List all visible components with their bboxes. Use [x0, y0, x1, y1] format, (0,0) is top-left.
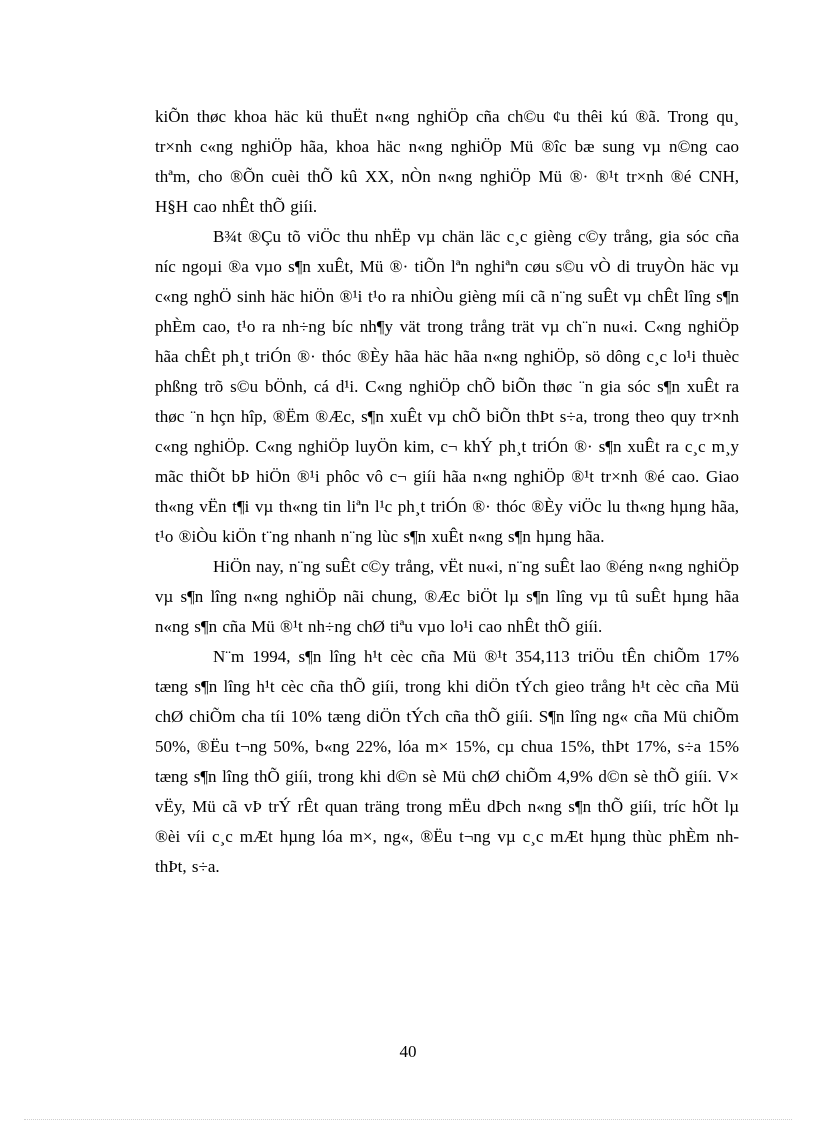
paragraph-continuation: kiÕn thøc khoa häc kü thuËt n«ng nghiÖp cña ch©u ¢u thêi kú ®ã. Trong qu¸ tr×nh c«ng nghiÖp hãa, khoa häc n«ng nghiÖp Mü ®îc bæ sung vµ n©ng cao thªm, cho ®Õn cuèi thÕ kû XX, nÒn n«ng nghiÖp Mü ®· ®¹t tr×nh ®é CNH, H§H cao nhÊt thÕ giíi.: [155, 107, 739, 216]
paragraph: HiÖn nay, n¨ng suÊt c©y trång, vËt nu«i, n¨ng suÊt lao ®éng n«ng nghiÖp vµ s¶n lîng n«ng nghiÖp nãi chung, ®Æc biÖt lµ s¶n lîng vµ tû suÊt hµng hãa n«ng s¶n cña Mü ®¹t nh÷ng chØ tiªu vµo lo¹i cao nhÊt thÕ giíi.: [155, 557, 739, 636]
paragraph: N¨m 1994, s¶n lîng h¹t cèc cña Mü ®¹t 354,113 triÖu tÊn chiÕm 17% tæng s¶n lîng h¹t cèc cña thÕ giíi, trong khi diÖn tÝch gieo trång h¹t cèc cña Mü chØ chiÕm cha tíi 10% tæng diÖn tÝch cña thÕ giíi. S¶n lîng ng« cña Mü chiÕm 50%, ®Ëu t¬ng 50%, b«ng 22%, lóa m× 15%, cµ chua 15%, thÞt 17%, s÷a 15% tæng s¶n lîng thÕ giíi, trong khi d©n sè Mü chØ chiÕm 4,9% d©n sè thÕ giíi. V× vËy, Mü cã vÞ trÝ rÊt quan träng trong mËu dÞch n«ng s¶n thÕ giíi, tríc hÕt lµ ®èi víi c¸c mÆt hµng lóa m×, ng«, ®Ëu t¬ng vµ c¸c mÆt hµng thùc phÈm nh thÞt, s÷a.: [155, 647, 739, 876]
page-bottom-border: [24, 1119, 792, 1120]
paragraph: B¾t ®Çu tõ viÖc thu nhËp vµ chän läc c¸c gièng c©y trång, gia sóc cña níc ngoµi ®a vµo s¶n xuÊt, Mü ®· tiÕn lªn nghiªn cøu s©u vÒ di truyÒn häc vµ c«ng nghÖ sinh häc hiÖn ®¹i t¹o ra nhiÒu gièng míi cã n¨ng suÊt vµ chÊt lîng s¶n phÈm cao, t¹o ra nh÷ng bíc nh¶y vät trong trång trät vµ ch¨n nu«i. C«ng nghiÖp hãa chÊt ph¸t triÓn ®· thóc ®Èy hãa häc hãa n«ng nghiÖp, sö dông c¸c lo¹i thuèc phßng trõ s©u bÖnh, cá d¹i. C«ng nghiÖp chÕ biÕn thøc ¨n gia sóc s¶n xuÊt ra thøc ¨n hçn hîp, ®Ëm ®Æc, s¶n xuÊt vµ chÕ biÕn thÞt s÷a, trong theo quy tr×nh c«ng nghiÖp. C«ng nghiÖp luyÖn kim, c¬ khÝ ph¸t triÓn ®· s¶n xuÊt ra c¸c m¸y mãc thiÕt bÞ hiÖn ®¹i phôc vô c¬ giíi hãa n«ng nghiÖp ®¹t tr×nh ®é cao. Giao th«ng vËn t¶i vµ th«ng tin liªn l¹c ph¸t triÓn ®· thóc ®Èy viÖc lu th«ng hµng hãa, t¹o ®iÒu kiÖn t¨ng nhanh n¨ng lùc s¶n xuÊt n«ng s¶n hµng hãa.: [155, 227, 739, 546]
body-text: [155, 102, 739, 882]
page-number: 40: [399, 1042, 417, 1061]
